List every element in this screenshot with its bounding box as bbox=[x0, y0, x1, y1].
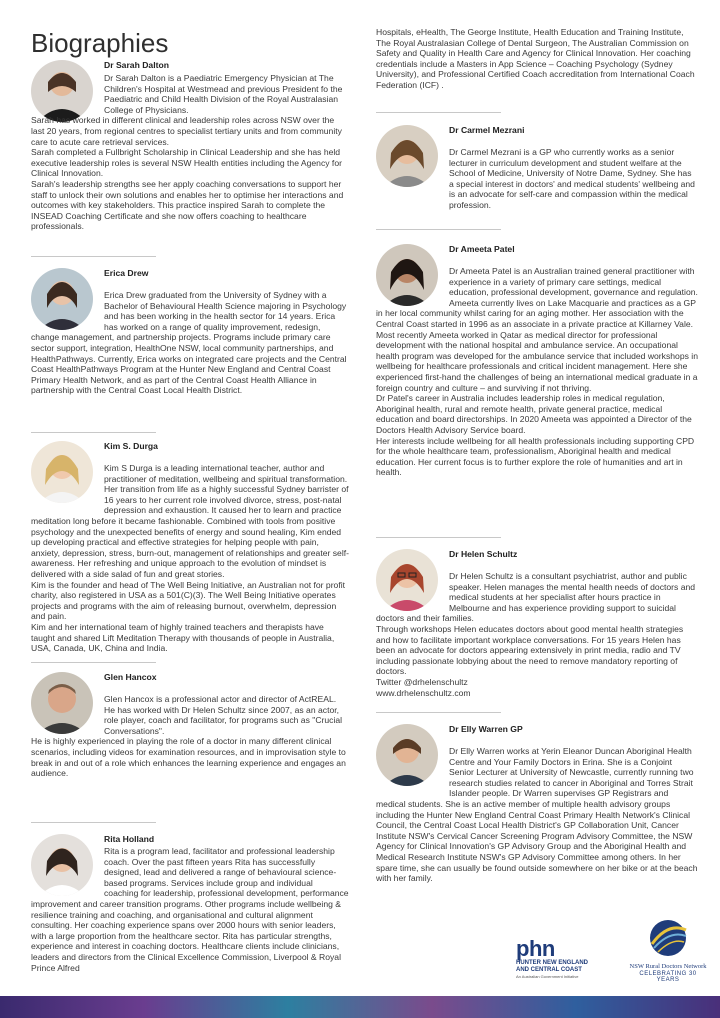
bio-name: Erica Drew bbox=[104, 268, 149, 278]
bio-name: Dr Carmel Mezrani bbox=[449, 125, 525, 135]
divider bbox=[31, 662, 156, 663]
bio-name: Dr Helen Schultz bbox=[449, 549, 518, 559]
page-title: Biographies bbox=[31, 28, 169, 58]
bio-paragraph: Dr Ameeta Patel is an Australian trained general practitioner with experience in a variety of primary care settings, medical education, professional development, governance and regulation. bbox=[449, 266, 698, 298]
bio-name: Rita Holland bbox=[104, 834, 155, 844]
phn-logo bbox=[516, 938, 608, 988]
bio-name: Dr Sarah Dalton bbox=[104, 60, 169, 70]
bio-paragraph: Rita is a program lead, facilitator and professional leadership coach. Over the past fifteen years Rita has successfully designed, lead and delivered a range of behavioural science-based programs. Services include group and individual coaching for leadership, professional development, performance improvement and career transition programs. Other programs include wellbeing & resilience training and coaching, and organisational and cultural alignment consulting. Her coaching experience spans over 2000 hours with senior leaders, with a large proportion from the healthcare sector. Rita has particular strengths, experience and interest in coaching doctors. Healthcare clients include clinicians, leaders and directors from the Clinical Excellence Commission, Liverpool & Royal Prince Alfred bbox=[31, 846, 349, 973]
bio-paragraph: Kim S Durga is a leading international teacher, author and practitioner of meditation, wellbeing and spiritual transformation. Her transition from life as a highly successful Sydney barrister of 16 years to her current role involved divorce, stress, post-natal depression and exhaustion. It caused her to learn and practice meditation long before it became fashionable. Combined with tools from positive psychology and the unexpected benefits of energy and sound healing, Kim ended up developing practical and effective strategies for helping people with pain, anxiety, depression, stress, burn-out, management of relationships and greater self-awareness. Her refreshing and unique approach to the evolution of mindset is delivered with a side salad of fun and great stories. bbox=[31, 463, 349, 579]
bio-text bbox=[376, 571, 698, 698]
divider bbox=[376, 712, 501, 713]
bio-paragraph: Hospitals, eHealth, The George Institute, Health Education and Training Institute, The Royal Australasian College of Dental Surgeon, The Australian Commission on Safety and Quality in Health Care and Agency for Clinical Innovation. Her coaching credentials include a Masters in App Science – Coaching Psychology (Sydney University), and Professional Certified Coach accreditation from International Coach Federation (ICF) . bbox=[376, 27, 695, 90]
bio-text bbox=[376, 746, 698, 884]
bio-text bbox=[376, 27, 698, 91]
bio-text bbox=[31, 694, 349, 779]
bio-paragraph: Dr Carmel Mezrani is a GP who currently works as a senior lecturer in curriculum development and student welfare at the School of Medicine, University of Notre Dame, Sydney. She has a special interest in doctors' and medical students' wellbeing and is an advocate for self-care and compassion within the medical profession. bbox=[449, 147, 695, 210]
bio-paragraph: Dr Patel's career in Australia includes leadership roles in medical regulation, Aboriginal health, rural and remote health, private general practice, medical education and board directorships. In 2020 Ameeta was appointed a Director of the Doctors Health Advisory Service board. bbox=[376, 393, 692, 435]
bio-paragraph: Glen Hancox is a professional actor and director of ActREAL. He has worked with Dr Helen Schultz since 2007, as an actor, role player, coach and facilitator, for programs such as "Crucial Conversations". bbox=[104, 694, 343, 736]
bio-paragraph: He is highly experienced in playing the role of a doctor in many different clinical scenarios, including videos for examination resources, and in improvisation style to break in and out of a role which enhances the learning experience and engages an audience. bbox=[31, 736, 346, 779]
rdn-name: NSW Rural Doctors Network bbox=[629, 963, 707, 970]
divider bbox=[376, 229, 501, 230]
divider bbox=[376, 537, 501, 538]
divider bbox=[31, 432, 156, 433]
bio-paragraph: Most recently Ameeta worked in Qatar as medical director for professional development with the national hospital and ambulance service. An occupational health program was developed for the ambulance service that included workshops in wellbeing for healthcare professionals and critical incident management. Here she experienced first-hand the challenges of being an international medical graduate in a foreign country and culture – and surviving if not thriving. bbox=[376, 329, 698, 393]
bio-paragraph: Sarah's leadership strengths see her apply coaching conversations to support her staff to unlock their own solutions and enables her to optimise her interactions and outcomes with key stakeholders. This practice inspired Sarah to complete the INSEAD Coaching Certificate and she now offers coaching to healthcare professionals. bbox=[31, 178, 344, 232]
bio-text bbox=[31, 290, 349, 396]
bio-paragraph: Dr Helen Schultz is a consultant psychiatrist, author and public speaker. Helen manages the mental health needs of doctors and medical students at her specialist after hours practice in Melbourne and has experience providing support to suicidal doctors and their families. bbox=[376, 571, 696, 624]
bio-paragraph: Ameeta currently lives on Lake Macquarie and practices as a GP in her local community whilst caring for an aging mother. Her association with the Central Coast started in 1996 as an associate in a private practice at Killarney Vale. bbox=[376, 297, 696, 329]
bio-paragraph: Kim is the founder and head of The Well Being Initiative, an Australian not for profit charity, also registered in USA as a 501(C)(3). The Well Being Initiative operates projects and programs with the aim of releasing burnout, overwhelm, depression and pain. bbox=[31, 579, 346, 622]
phn-wordmark: phn bbox=[516, 936, 555, 961]
bio-text bbox=[376, 266, 698, 478]
bio-name: Dr Ameeta Patel bbox=[449, 244, 515, 254]
bio-paragraph: Erica Drew graduated from the University of Sydney with a Bachelor of Behavioural Health Science majoring in Psychology and has been working in the health sector for 14 years. Erica has worked on a range of quality improvement, redesign, change management, and partnership projects. Programs include primary care sector support, integration, HealthOne NSW, local community partnerships, and HealthPathways. Currently, Erica works on integrated care projects and the Central Coast HealthPathways Program at the Hunter New England and Central Coast Primary Health Network, and as part of the Central Coast Health Alliance in partnership with the Central Coast Local Health District. bbox=[31, 290, 347, 396]
bio-paragraph: Her interests include wellbeing for all health professionals including supporting CPD for the whole healthcare team, professionalism, Aboriginal health and medical education. Her current focus is to further explore the role of humanities and art in health. bbox=[376, 435, 695, 478]
rdn-emblem-icon bbox=[646, 918, 690, 958]
phn-tagline: An Australian Government Initiative bbox=[516, 974, 579, 979]
twitter-handle: Twitter @drhelenschultz bbox=[376, 676, 468, 687]
bio-text bbox=[31, 846, 349, 973]
bio-paragraph: Kim and her international team of highly trained teachers and therapists have taught and shared Lift Meditation Therapy with thousands of people in Australia, USA, Canada, UK, China and India. bbox=[31, 621, 335, 654]
bio-text bbox=[31, 463, 349, 654]
rural-doctors-network-logo bbox=[628, 918, 708, 990]
footer-decorative-band bbox=[0, 996, 720, 1018]
bio-paragraph: Through workshops Helen educates doctors about good mental health strategies and how to facilitate important workplace conversations. For 15 years Helen has been an advocate for doctors appearing extensively in print media, radio and TV including passionate lobbying about the need to remove mandatory reporting of doctors. bbox=[376, 623, 684, 677]
website-url[interactable]: www.drhelenschultz.com bbox=[376, 687, 471, 698]
rdn-anniversary: CELEBRATING 30 YEARS bbox=[639, 971, 697, 983]
phn-region-line1: HUNTER NEW ENGLAND bbox=[516, 960, 588, 966]
bio-paragraph: Sarah completed a Fullbright Scholarship in Clinical Leadership and she has held executive leadership roles is several NSW Health entities including the Agency for Clinical Innovation. bbox=[31, 147, 342, 179]
bio-paragraph: Dr Elly Warren works at Yerin Eleanor Duncan Aboriginal Health Centre and Your Family Doctors in Erina. She is a Conjoint Senior Lecturer at University of Newcastle, currently running two research studies related to cancer in Aboriginal and Torres Strait Islander people. Dr Warren supervises GP Registrars and medical students. She is an active member of multiple health advisory groups including the Hunter New England Central Coast Primary Health Network's Clinical Council, the Central Coast Local Health District's GP Collaboration Unit, Cancer Institute NSW's Cervical Cancer Screening Program Advisory Committee, the NSW Agency for Clinical Innovation's GP Advisory Group and the Aboriginal Health and Medical Research Institute NSW's GP Advisory Committee among others. In her spare time, she can usually be found outside somewhere on her bike or at the beach with her family. bbox=[376, 746, 698, 884]
bio-name: Glen Hancox bbox=[104, 672, 157, 682]
phn-region-line2: AND CENTRAL COAST bbox=[516, 967, 582, 973]
bio-paragraph: Sarah has worked in different clinical and leadership roles across NSW over the last 20 years, from regional centres to specialist tertiary units and from community care to acute care retrieval services. bbox=[31, 115, 342, 147]
bio-name: Dr Elly Warren GP bbox=[449, 724, 523, 734]
divider bbox=[31, 822, 156, 823]
bio-name: Kim S. Durga bbox=[104, 441, 158, 451]
bio-paragraph: Dr Sarah Dalton is a Paediatric Emergency Physician at The Children's Hospital at Westmead and previous President fo the Paediatric and Child Health Division of the Royal Australasian College of Physicians. bbox=[104, 73, 343, 115]
divider bbox=[31, 256, 156, 257]
divider bbox=[376, 112, 501, 113]
bio-text bbox=[31, 73, 349, 232]
